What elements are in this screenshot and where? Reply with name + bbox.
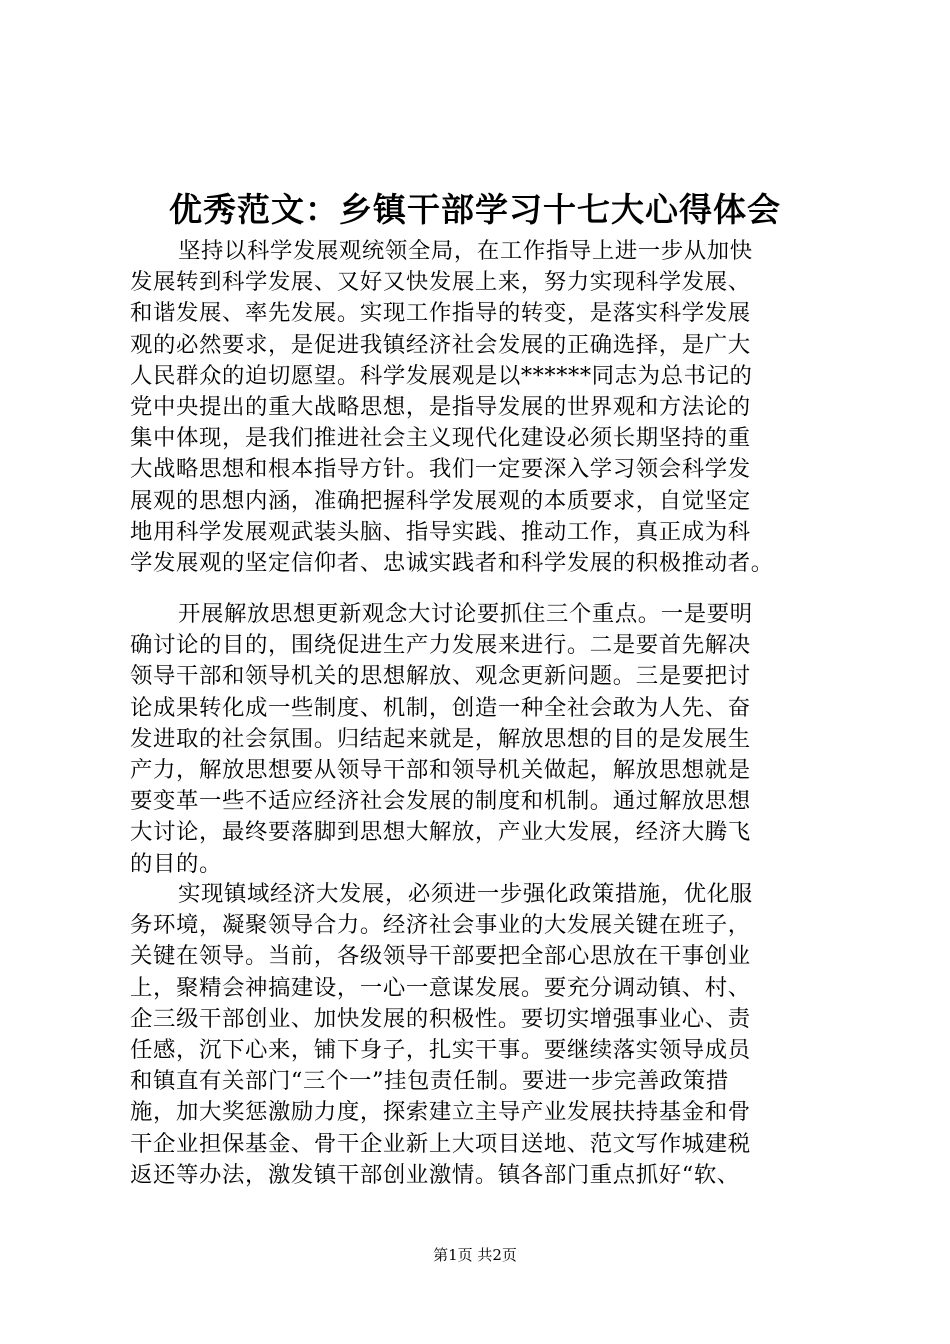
text-line: 发展转到科学发展、又好又快发展上来，努力实现科学发展、 (130, 269, 751, 296)
text-line: 施，加大奖惩激励力度，探索建立主导产业发展扶持基金和骨 (130, 1099, 751, 1126)
page-number-footer: 第1页 共2页 (433, 1246, 517, 1264)
paragraph-2 (130, 599, 830, 880)
paragraph-1 (130, 236, 830, 579)
text-line: 返还等办法，激发镇干部创业激情。镇各部门重点抓好“软、 (130, 1161, 740, 1188)
text-line: 大战略思想和根本指导方针。我们一定要深入学习领会科学发 (130, 456, 751, 483)
text-line: 和谐发展、率先发展。实现工作指导的转变，是落实科学发展 (130, 300, 751, 327)
text-line: 开展解放思想更新观念大讨论要抓住三个重点。一是要明 (178, 601, 753, 627)
text-line: 论成果转化成一些制度、机制，创造一种全社会敢为人先、奋 (130, 694, 751, 721)
text-line: 企三级干部创业、加快发展的积极性。要切实增强事业心、责 (130, 1005, 751, 1032)
text-line: 的目的。 (130, 850, 222, 877)
text-line: 任感，沉下心来，铺下身子，扎实干事。要继续落实领导成员 (130, 1037, 751, 1064)
text-line: 大讨论，最终要落脚到思想大解放，产业大发展，经济大腾飞 (130, 819, 751, 846)
text-line: 坚持以科学发展观统领全局，在工作指导上进一步从加快 (178, 238, 753, 264)
text-line: 务环境，凝聚领导合力。经济社会事业的大发展关键在班子， (130, 912, 751, 939)
page-title: 优秀范文：乡镇干部学习十七大心得体会 (169, 190, 781, 229)
paragraph-3 (130, 879, 830, 1191)
text-line: 人民群众的迫切愿望。科学发展观是以******同志为总书记的 (130, 362, 753, 389)
text-line: 领导干部和领导机关的思想解放、观念更新问题。三是要把讨 (130, 663, 751, 690)
text-line: 要变革一些不适应经济社会发展的制度和机制。通过解放思想 (130, 788, 751, 815)
text-line: 发进取的社会氛围。归结起来就是，解放思想的目的是发展生 (130, 725, 751, 752)
text-line: 确讨论的目的，围绕促进生产力发展来进行。二是要首先解决 (130, 632, 751, 659)
text-line: 展观的思想内涵，准确把握科学发展观的本质要求，自觉坚定 (130, 487, 751, 514)
text-line: 观的必然要求，是促进我镇经济社会发展的正确选择，是广大 (130, 331, 751, 358)
text-line: 上，聚精会神搞建设，一心一意谋发展。要充分调动镇、村、 (130, 974, 751, 1001)
text-line: 党中央提出的重大战略思想，是指导发展的世界观和方法论的 (130, 394, 751, 421)
text-line: 和镇直有关部门“三个一”挂包责任制。要进一步完善政策措 (130, 1068, 729, 1095)
text-line: 地用科学发展观武装头脑、指导实践、推动工作，真正成为科 (130, 518, 751, 545)
text-line: 干企业担保基金、骨干企业新上大项目送地、范文写作城建税 (130, 1130, 751, 1157)
text-line: 产力，解放思想要从领导干部和领导机关做起，解放思想就是 (130, 757, 751, 784)
text-line: 实现镇域经济大发展，必须进一步强化政策措施，优化服 (178, 881, 753, 907)
text-line: 集中体现，是我们推进社会主义现代化建设必须长期坚持的重 (130, 425, 751, 452)
text-line: 关键在领导。当前，各级领导干部要把全部心思放在干事创业 (130, 943, 751, 970)
text-line: 学发展观的坚定信仰者、忠诚实践者和科学发展的积极推动者。 (130, 550, 774, 577)
